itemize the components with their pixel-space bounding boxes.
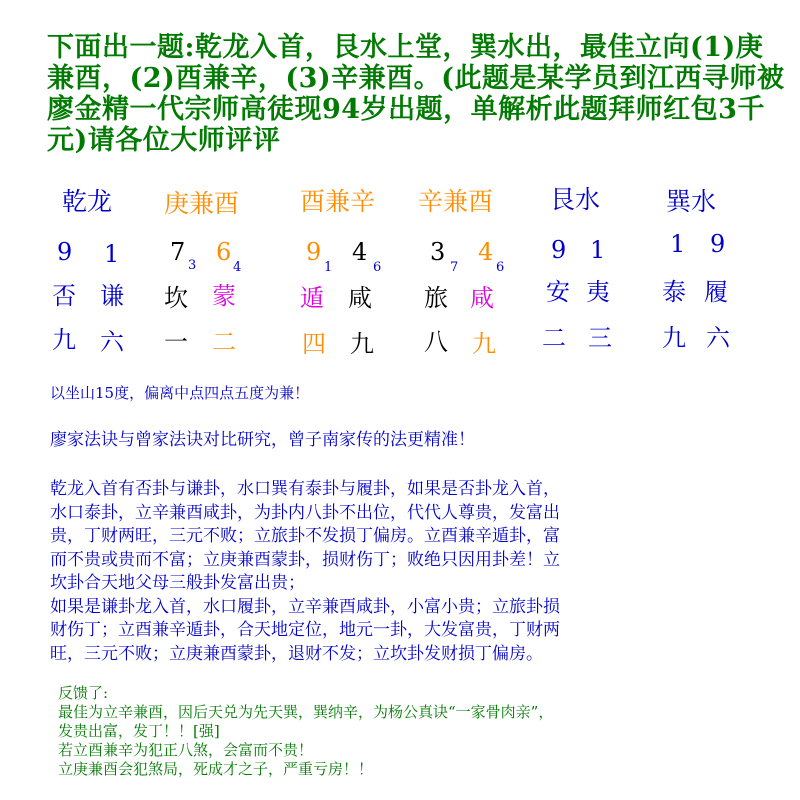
feedback-line: 发贵出富，发丁！！[强] — [58, 722, 220, 740]
number-left: 1 — [670, 230, 686, 258]
analysis-body — [50, 478, 770, 666]
analysis-line: 旺，三元不败；立庚兼酉蒙卦，退财不发；立坎卦发财损丁偏房。 — [50, 643, 543, 664]
hexagram-left: 泰 — [662, 278, 686, 306]
feedback-line: 立庚兼酉会犯煞局，死成才之子，严重亏房！！ — [58, 760, 374, 778]
number-sub: 1 — [324, 260, 333, 275]
analysis-line: 财伤丁；立酉兼辛遁卦，合天地定位，地元一卦，大发富贵，丁财两 — [50, 620, 560, 640]
hexagram-left: 旅 — [424, 284, 448, 312]
header-xunshui: 巽水 — [666, 187, 717, 216]
number-left: 9 — [306, 238, 322, 266]
analysis-line: 水口泰卦，立辛兼酉咸卦，为卦内八卦不出位，代代人尊贵，发富出 — [50, 502, 560, 523]
header-qianlong: 乾龙 — [62, 187, 113, 216]
feedback-line: 反馈了: — [58, 684, 109, 702]
yuan-number-right: 九 — [350, 330, 374, 358]
feedback-block — [58, 684, 758, 779]
header-xin-jian-you: 辛兼酉 — [418, 187, 494, 216]
yuan-number-left: 九 — [52, 326, 76, 354]
feedback-line: 若立酉兼辛为犯正八煞，会富而不贵！ — [58, 741, 314, 759]
note-jian-definition: 以坐山15度，偏离中点四点五度为兼！ — [50, 384, 310, 402]
number-right: 9 — [710, 230, 726, 258]
number-left: 9 — [551, 236, 567, 264]
hexagram-right: 蒙 — [212, 282, 236, 310]
yuan-number-right: 六 — [100, 328, 124, 356]
number-left: 9 — [57, 238, 73, 266]
header-geng-jian-you: 庚兼酉 — [164, 189, 240, 218]
hexagram-right: 谦 — [100, 282, 124, 310]
header-you-jian-xin: 酉兼辛 — [300, 187, 376, 216]
number-left: 7 — [170, 238, 186, 266]
number-sub: 3 — [188, 258, 197, 273]
yuan-number-right: 三 — [588, 324, 612, 352]
analysis-line: 乾龙入首有否卦与谦卦，水口巽有泰卦与履卦，如果是否卦龙入首， — [50, 479, 560, 499]
hexagram-left: 坎 — [164, 284, 188, 312]
number-sub: 6 — [496, 260, 505, 275]
yuan-number-left: 一 — [164, 328, 188, 356]
yuan-number-left: 二 — [542, 324, 566, 352]
hexagram-left: 否 — [52, 282, 76, 310]
yuan-number-left: 八 — [424, 328, 448, 356]
yuan-number-left: 九 — [662, 324, 686, 352]
hexagram-right: 咸 — [348, 284, 372, 312]
yuan-number-right: 九 — [472, 330, 496, 358]
yuan-number-right: 六 — [706, 324, 730, 352]
number-sub: 6 — [373, 260, 382, 275]
analysis-line: 坎卦合天地父母三般卦发富出贵； — [50, 573, 305, 593]
number-left: 3 — [430, 238, 446, 266]
analysis-line: 而不贵或贵而不富；立庚兼酉蒙卦，损财伤丁；败绝只因用卦差！立 — [50, 549, 560, 570]
analysis-line: 如果是谦卦龙入首，水口履卦，立辛兼酉咸卦，小富小贵；立旅卦损 — [50, 596, 560, 617]
yuan-number-right: 二 — [212, 328, 236, 356]
number-right: 4 — [478, 238, 494, 266]
number-sub: 7 — [450, 260, 459, 275]
hexagram-right: 夷 — [586, 278, 610, 306]
yuan-number-left: 四 — [302, 330, 326, 358]
hexagram-right: 咸 — [470, 284, 494, 312]
feedback-line: 最佳为立辛兼酉，因后天兑为先天巽，巽纳辛，为杨公真诀“一家骨肉亲”， — [58, 703, 554, 721]
number-right: 6 — [216, 238, 232, 266]
question-heading: 下面出一题:乾龙入首，艮水上堂，巽水出，最佳立向(1)庚兼酉，(2)酉兼辛，(3)辛兼酉。(此题是某学员到江西寻师被廖金精一代宗师高徒现94岁出题，单解析此题拜师红包3千元)请各位大师评评 — [47, 32, 785, 156]
number-right: 1 — [104, 240, 120, 268]
hexagram-left: 遁 — [300, 284, 324, 312]
note-comparison: 廖家法诀与曾家法诀对比研究，曾子南家传的法更精准！ — [50, 430, 475, 450]
header-genshui: 艮水 — [550, 185, 601, 214]
hexagram-left: 安 — [546, 278, 570, 306]
number-right: 4 — [352, 238, 368, 266]
analysis-line: 贵，丁财两旺，三元不败；立旅卦不发损丁偏房。立酉兼辛遁卦，富 — [50, 526, 560, 546]
number-right: 1 — [590, 236, 606, 264]
number-sub: 4 — [233, 260, 242, 275]
hexagram-right: 履 — [704, 278, 728, 306]
